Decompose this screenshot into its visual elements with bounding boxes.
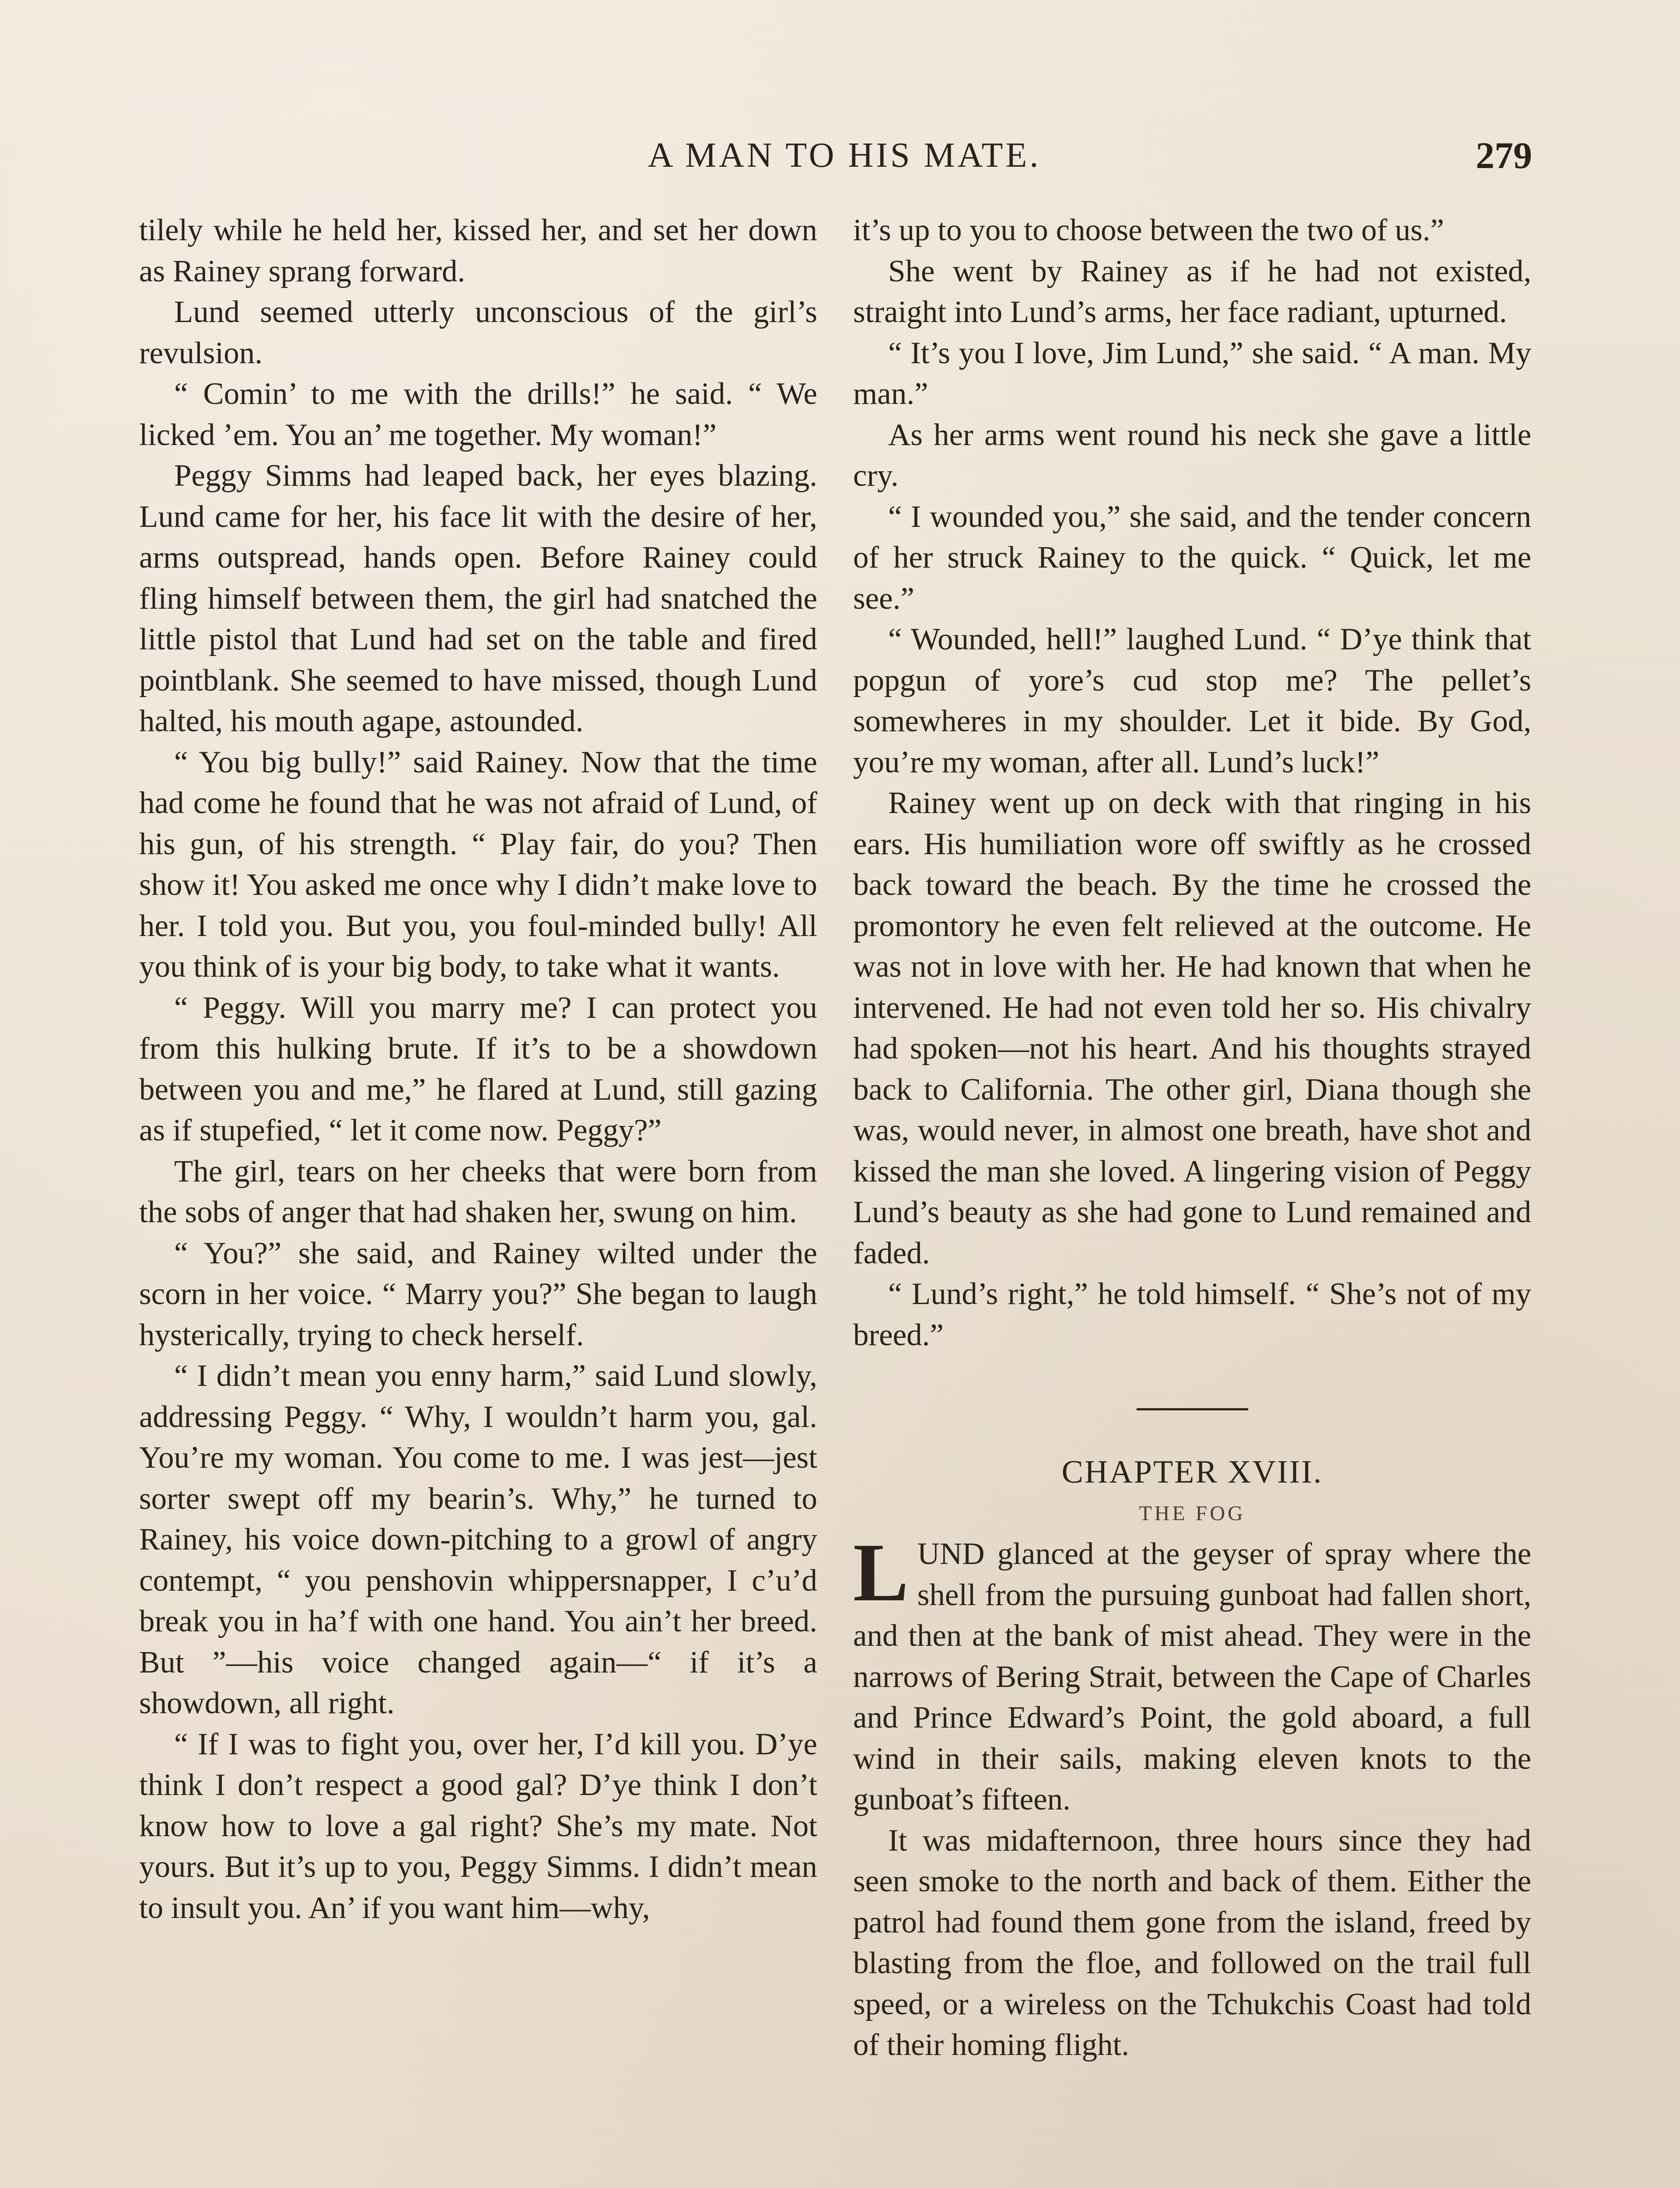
paragraph: Rainey went up on deck with that ringing in his ears. His humiliation wore off swiftly as he crossed back toward the beach. By the time he crossed the promontory he even felt relieved at the outcome. He was not in love with her. He had known that when he intervened. He had not even told her so. His chivalry had spoken—not his heart. And his thoughts strayed back to California. The other girl, Diana though she was, would never, in almost one breath, have shot and kissed the man she loved. A lingering vision of Peggy Lund’s beauty as she had gone to Lund remained and faded. xyxy=(853,786,1531,1270)
right-column xyxy=(853,210,1531,2066)
page-number: 279 xyxy=(1476,134,1532,176)
paragraph: “ You?” she said, and Rainey wilted under the scorn in her voice. “ Marry you?” She began to laugh hysterically, trying to check herself. xyxy=(139,1236,817,1352)
chapter-opening-paragraph xyxy=(853,1527,1531,1820)
paragraph: “ Comin’ to me with the drills!” he said. “ We licked ’em. You an’ me together. My woman!” xyxy=(139,377,817,452)
paragraph: Lund seemed utterly unconscious of the girl’s revulsion. xyxy=(139,295,817,370)
chapter-heading: CHAPTER XVIII. xyxy=(1061,1454,1323,1490)
paragraph: She went by Rainey as if he had not existed, straight into Lund’s arms, her face radiant, upturned. xyxy=(853,254,1531,329)
section-divider xyxy=(1137,1408,1248,1410)
paragraph: “ I wounded you,” she said, and the tender concern of her struck Rainey to the quick. “ Quick, let me see.” xyxy=(853,499,1531,616)
running-title: A MAN TO HIS MATE. xyxy=(648,136,1041,175)
paragraph: Peggy Simms had leaped back, her eyes blazing. Lund came for her, his face lit with the desire of her, arms outspread, hands open. Before Rainey could fling himself between them, the girl had snatched the little pistol that Lund had set on the table and fired pointblank. She seemed to have missed, though Lund halted, his mouth agape, astounded. xyxy=(139,459,817,738)
paragraph: “ I didn’t mean you enny harm,” said Lund slowly, addressing Peggy. “ Why, I wouldn’t harm you, gal. You’re my woman. You come to me. I was jest—jest sorter swept off my bearin’s. Why,” he turned to Rainey, his voice down-pitching to a growl of angry contempt, “ you penshovin whippersnapper, I c’u’d break you in ha’f with one hand. You ain’t her breed. But ”—his voice changed again—“ if it’s a showdown, all right. xyxy=(139,1359,817,1720)
paragraph: “ Lund’s right,” he told himself. “ She’s not of my breed.” xyxy=(853,1277,1531,1352)
paragraph: The girl, tears on her cheeks that were born from the sobs of anger that had shaken her, swung on him. xyxy=(139,1154,817,1229)
left-column xyxy=(139,210,817,1929)
paragraph: “ Wounded, hell!” laughed Lund. “ D’ye think that popgun of yore’s cud stop me? The pellet’s somewheres in my shoulder. Let it bide. By God, you’re my woman, after all. Lund’s luck!” xyxy=(853,622,1531,779)
paragraph: “ If I was to fight you, over her, I’d kill you. D’ye think I don’t respect a good gal? D’ye think I don’t know how to love a gal right? She’s my mate. Not yours. But it’s up to you, Peggy Simms. I didn’t mean to insult you. An’ if you want him—why, xyxy=(139,1727,817,1925)
paragraph: “ You big bully!” said Rainey. Now that the time had come he found that he was not afraid of Lund, of his gun, of his strength. “ Play fair, do you? Then show it! You asked me once why I didn’t make love to her. I told you. But you, you foul-minded bully! All you think of is your big body, to take what it wants. xyxy=(139,745,817,984)
paragraph: “ Peggy. Will you marry me? I can protect you from this hulking brute. If it’s to be a showdown between you and me,” he flared at Lund, still gazing as if stupefied, “ let it come now. Peggy?” xyxy=(139,990,817,1147)
chapter-subtitle: THE FOG xyxy=(1139,1501,1246,1525)
paragraph: tilely while he held her, kissed her, and set her down as Rainey sprang forward. xyxy=(139,213,817,288)
paragraph: As her arms went round his neck she gave a little cry. xyxy=(853,417,1531,493)
paragraph: it’s up to you to choose between the two of us.” xyxy=(853,213,1444,247)
paragraph: It was midafternoon, three hours since they had seen smoke to the north and back of them. Either the patrol had found them gone from the island, freed by blasting from the floe, and followed on the trail full speed, or a wireless on the Tchukchis Coast had told of their homing flight. xyxy=(853,1823,1531,2062)
drop-cap: L xyxy=(853,1527,909,1619)
paragraph-text: UND glanced at the geyser of spray where the shell from the pursuing gunboat had fallen short, and then at the bank of mist ahead. They were in the narrows of Bering Strait, between the Cape of Charles and Prince Edward’s Point, the gold aboard, a full wind in their sails, making eleven knots to the gunboat’s fifteen. xyxy=(853,1537,1531,1816)
paragraph: “ It’s you I love, Jim Lund,” she said. “ A man. My man.” xyxy=(853,336,1531,411)
